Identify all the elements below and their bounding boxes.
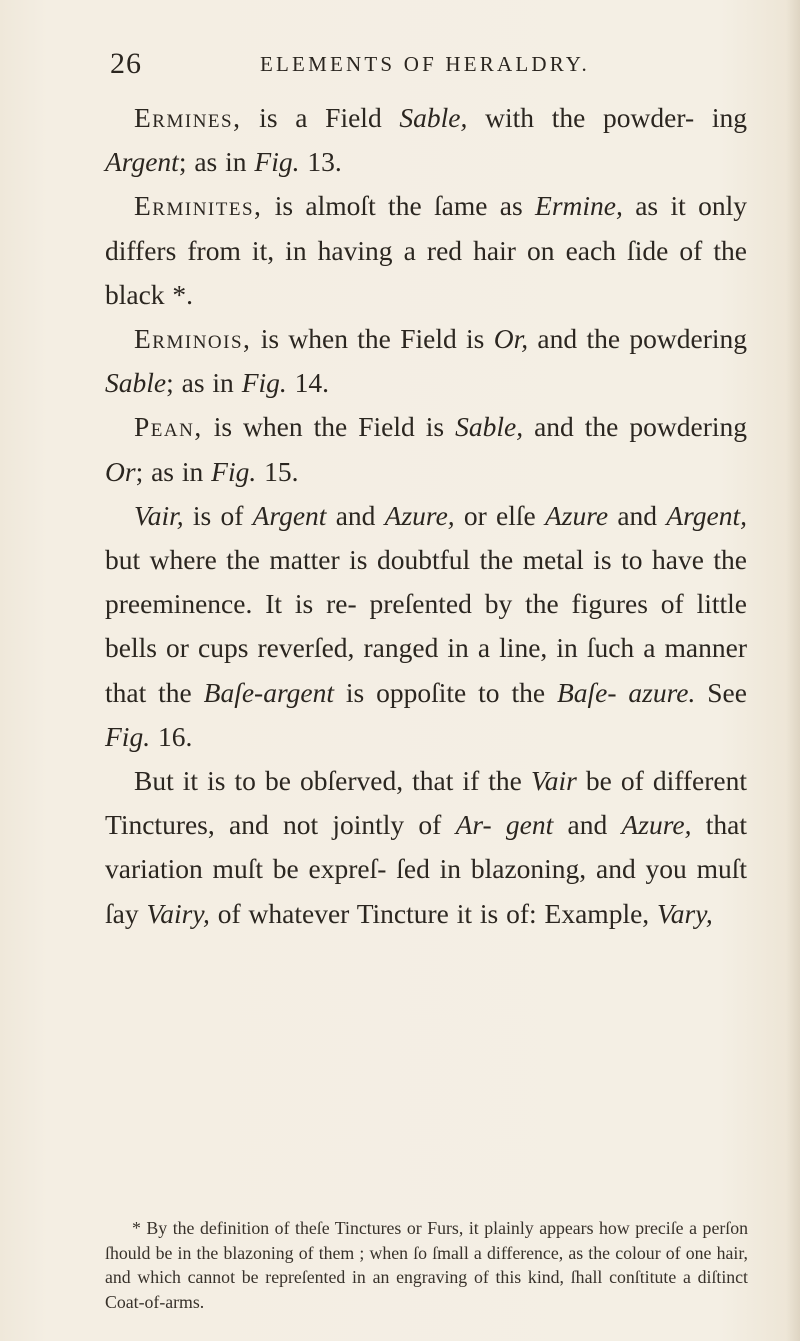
italic-term: Sable,: [455, 411, 524, 443]
text-segment: But it is to be obſerved, that if the: [134, 765, 531, 797]
text-segment: 13.: [299, 146, 342, 178]
page-number: 26: [110, 47, 142, 80]
text-segment: and: [553, 809, 622, 841]
text-segment: is of: [183, 499, 253, 531]
italic-term: Azure,: [621, 809, 692, 841]
paragraph-ermines: [105, 96, 747, 184]
text-segment: is almoſt the ſame as: [262, 190, 536, 222]
paragraph-erminites: [105, 184, 747, 317]
text-segment: 14.: [286, 367, 330, 399]
italic-term: Ermine,: [535, 190, 623, 222]
footnote: * By the definition of theſe Tinctures or Furs, it plainly appears how preciſe a perſon ſhould be in the blazoning of them ; when ſo ſmall a difference, as the colour of one hair, and which cannot be repreſented in an engraving of this kind, ſhall conſtitute a diſtinct Coat-of-arms.: [105, 1218, 748, 1312]
text-segment: with the powder- ing: [467, 102, 747, 133]
italic-term: Azure,: [384, 499, 455, 531]
text-segment: of whatever Tincture it is of: Example,: [209, 897, 658, 929]
text-segment: is when the Field is: [202, 411, 456, 443]
paragraph-vair: [105, 494, 747, 759]
term-ermines: Ermines,: [134, 102, 242, 133]
text-segment: as it only differs from it, in having a red hair on each ſide of the black *.: [105, 190, 747, 310]
text-segment: ; as in: [178, 146, 255, 178]
text-segment: but where the matter is doubtful the metal is to have the preeminence. It is re- preſented by the figures of little bells or cups reverſed, ranged in a line, in ſuch a manner that the: [105, 544, 747, 708]
text-segment: and: [326, 499, 385, 531]
body-text: [105, 96, 747, 936]
figure-reference: Fig.: [211, 455, 257, 487]
term-pean: Pean,: [134, 411, 203, 443]
italic-term: Sable,: [399, 102, 468, 133]
italic-term: Vair: [530, 765, 577, 797]
italic-term: Vary,: [657, 897, 713, 929]
page-header: [110, 44, 740, 84]
figure-reference: Fig.: [105, 720, 151, 752]
text-segment: See: [695, 676, 747, 708]
term-erminites: Erminites,: [134, 190, 263, 222]
italic-term: Baſe- azure.: [556, 676, 696, 708]
text-segment: and the powdering: [523, 411, 747, 443]
text-segment: and: [608, 499, 667, 531]
text-segment: ; as in: [135, 455, 212, 487]
text-segment: 16.: [150, 720, 193, 752]
italic-term: Baſe-argent: [203, 676, 334, 708]
italic-term: Or: [105, 455, 136, 487]
text-segment: be of different Tinctures, and not jointly of: [105, 765, 747, 841]
paragraph-pean: [105, 405, 747, 493]
italic-term: Ar- gent: [455, 809, 554, 841]
text-segment: 15.: [256, 455, 299, 487]
figure-reference: Fig.: [241, 367, 287, 399]
term-erminois: Erminois,: [134, 323, 252, 355]
paragraph-observation: [105, 759, 747, 936]
text-segment: or elſe: [454, 499, 545, 531]
italic-term: Azure: [544, 499, 609, 531]
figure-reference: Fig.: [254, 146, 300, 178]
text-segment: is a Field: [241, 102, 400, 133]
italic-term: Argent: [252, 499, 327, 531]
text-segment: is oppoſite to the: [333, 676, 557, 708]
text-segment: that variation muſt be expreſ- ſed in blazoning, and you muſt ſay: [105, 809, 747, 929]
text-segment: ; as in: [166, 367, 242, 399]
text-segment: is when the Field is: [251, 323, 494, 355]
page-edge-shadow: [786, 0, 800, 1341]
italic-term: Vairy,: [146, 897, 210, 929]
paragraph-erminois: [105, 317, 747, 405]
italic-term: Or,: [493, 323, 529, 355]
italic-term: Argent,: [666, 499, 747, 531]
italic-term: Sable: [105, 367, 167, 399]
term-vair: Vair,: [134, 499, 184, 531]
running-head: ELEMENTS OF HERALDRY.: [260, 52, 590, 76]
italic-term: Argent: [105, 146, 179, 178]
text-segment: and the powdering: [528, 323, 747, 355]
